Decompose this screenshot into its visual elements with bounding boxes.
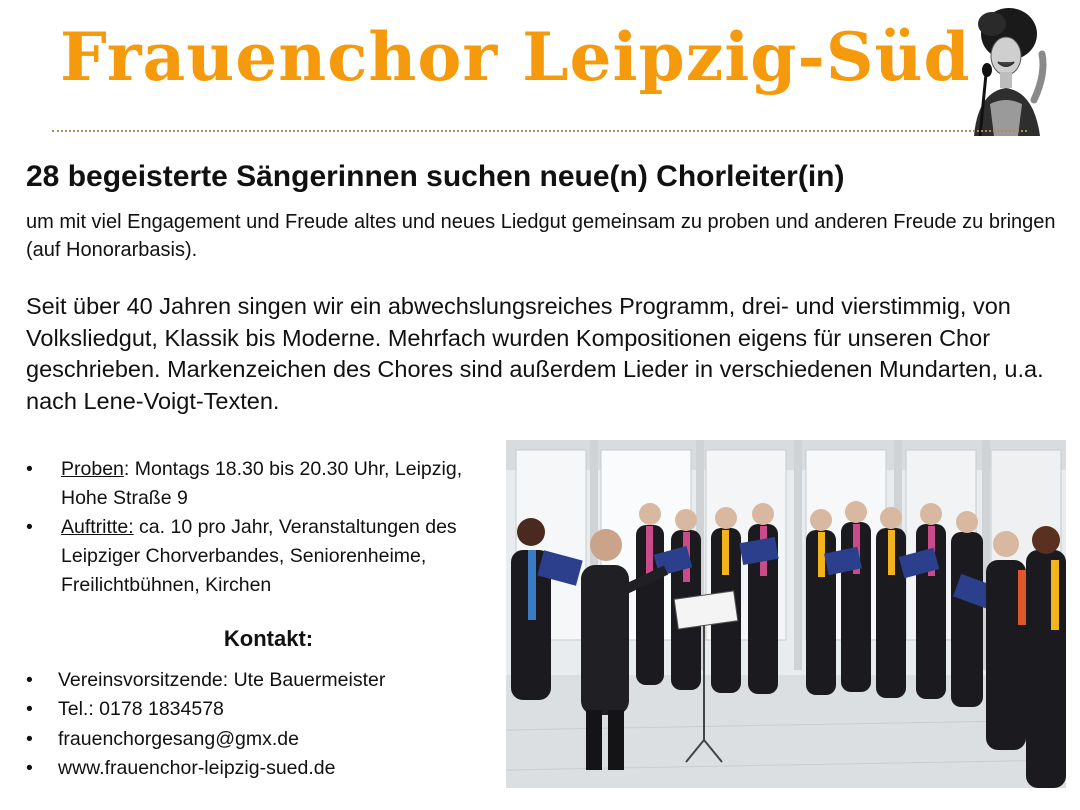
about-text: Seit über 40 Jahren singen wir ein abwechslungsreiches Programm, drei- und vierstimmig, von Volksliedgut, Klassik bis Moderne. Mehrfach wurden Kompositionen eigens für unseren Chor geschrieben. Markenzeichen des Chores sind außerdem Lieder in verschiedenen Mundarten, u.a. nach Lene-Voigt-Texten. bbox=[26, 293, 1044, 414]
info-label: Proben bbox=[61, 458, 124, 480]
info-label: Auftritte: bbox=[61, 516, 134, 538]
bullet-icon: • bbox=[26, 698, 33, 721]
intro-text: um mit viel Engagement und Freude altes und neues Liedgut gemeinsam zu proben und anderen Freude zu bringen (auf Honorarbasis). bbox=[26, 211, 1056, 261]
info-item-proben: • Proben: Montags 18.30 bis 20.30 Uhr, Leipzig, Hohe Straße 9 bbox=[26, 455, 506, 513]
bullet-icon: • bbox=[26, 516, 33, 538]
info-list bbox=[26, 455, 506, 600]
header-divider bbox=[52, 130, 1027, 132]
bullet-icon: • bbox=[26, 458, 33, 480]
info-text: ca. 10 pro Jahr, Veranstaltungen des Leipziger Chorverbandes, Seniorenheime, Freilichtbühnen, Kirchen bbox=[61, 516, 457, 596]
contact-heading: Kontakt: bbox=[223, 626, 314, 651]
contact-website[interactable]: • www.frauenchor-leipzig-sued.de bbox=[26, 754, 496, 783]
contact-person: • Vereinsvorsitzende: Ute Bauermeister bbox=[26, 666, 496, 695]
header-banner bbox=[52, 4, 1027, 134]
contact-phone: • Tel.: 0178 1834578 bbox=[26, 695, 496, 724]
choir-photo bbox=[506, 440, 1066, 788]
info-text: Montags 18.30 bis 20.30 Uhr, Leipzig, Hohe Straße 9 bbox=[61, 458, 463, 509]
choir-name-title: Frauenchor Leipzig-Süd bbox=[60, 18, 971, 96]
info-item-auftritte bbox=[26, 513, 506, 600]
page-headline: 28 begeisterte Sängerinnen suchen neue(n) Chorleiter(in) bbox=[26, 160, 845, 193]
bullet-icon: • bbox=[26, 727, 33, 750]
contact-email[interactable]: • frauenchorgesang@gmx.de bbox=[26, 725, 496, 754]
bullet-icon: • bbox=[26, 669, 33, 691]
contact-list bbox=[26, 666, 496, 783]
singer-portrait-icon bbox=[914, 4, 1064, 136]
bullet-icon: • bbox=[26, 756, 33, 779]
